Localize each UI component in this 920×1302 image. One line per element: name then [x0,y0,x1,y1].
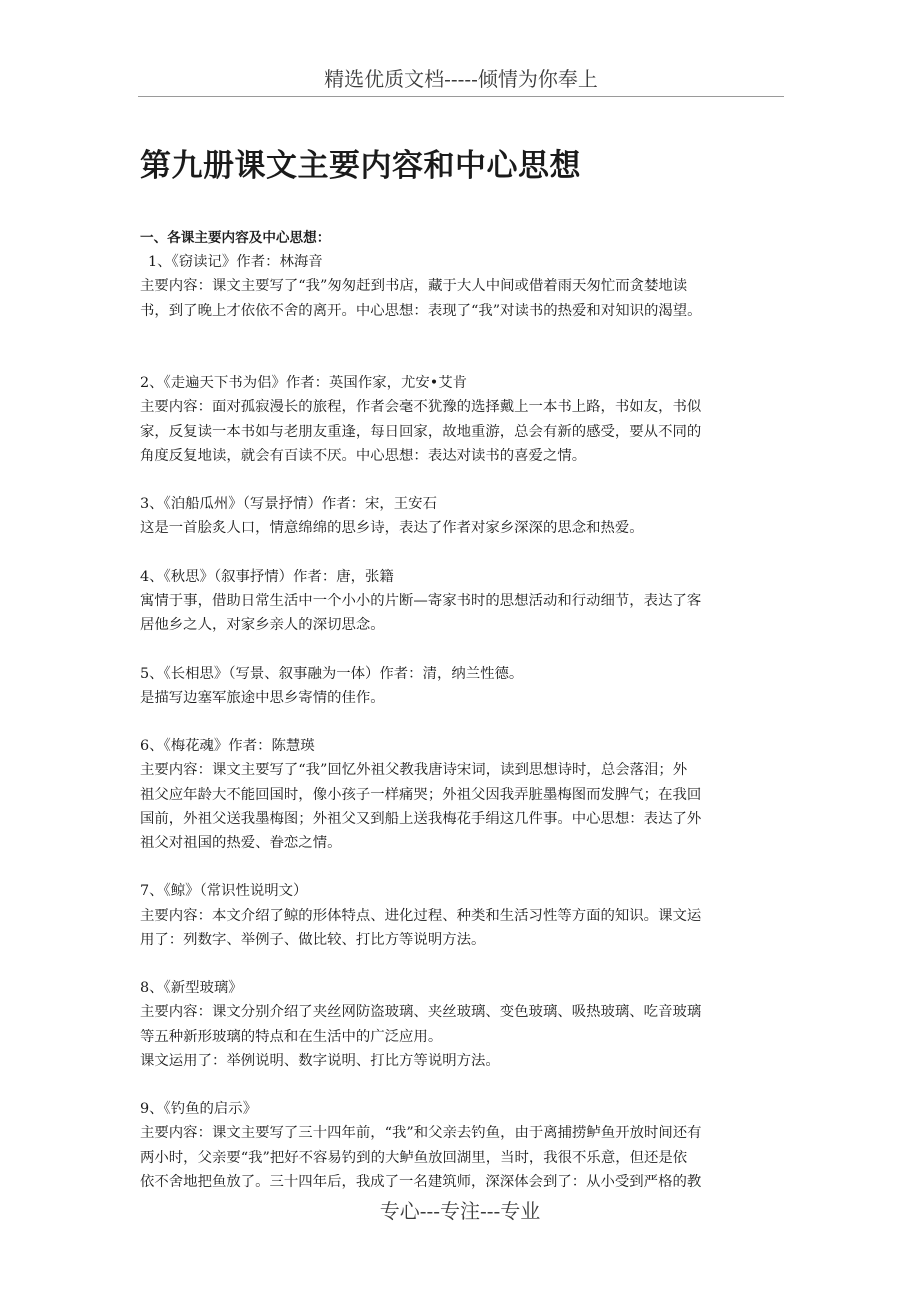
lesson-text-line: 角度反复地读，就会有百读不厌。中心思想：表达对读书的喜爱之情。 [140,447,587,464]
lesson-text-line: 主要内容：本文介绍了鲸的形体特点、进化过程、种类和生活习性等方面的知识。课文运 [140,907,702,924]
lesson-6 [140,734,785,855]
lesson-text-line: 等五种新形玻璃的特点和在生活中的广泛应用。 [140,1028,443,1045]
lesson-text-line: 两小时，父亲要“我”把好不容易钓到的大鲈鱼放回湖里，当时，我很不乐意，但还是依 [140,1149,688,1166]
lesson-text-line: 主要内容：课文主要写了三十四年前，“我”和父亲去钓鱼，由于离捕捞鲈鱼开放时间还有 [140,1125,702,1142]
lesson-1 [140,250,785,323]
lesson-3 [140,492,785,540]
lesson-2 [140,371,785,468]
section-heading: 一、各课主要内容及中心思想： [140,230,331,246]
lesson-5 [140,662,785,710]
lesson-8 [140,976,785,1073]
lesson-heading: 5、《长相思》（写景、叙事融为一体）作者：清，纳兰性德。 [140,665,524,682]
document-title: 第九册课文主要内容和中心思想 [140,148,581,184]
lesson-text-line: 主要内容：课文主要写了“我”回忆外祖父教我唐诗宋词，读到思想诗时，总会落泪；外 [140,762,688,779]
lesson-text-line: 课文运用了：举例说明、数字说明、打比方等说明方法。 [140,1052,500,1069]
lesson-heading: 7、《鲸》（常识性说明文） [140,883,308,900]
lesson-heading: 9、《钓鱼的启示》 [140,1101,258,1118]
page-footer: 专心---专注---专业 [379,1199,541,1223]
lesson-4 [140,565,785,638]
page-header: 精选优质文档-----倾情为你奉上 [138,62,784,97]
lesson-heading: 6、《梅花魂》作者：陈慧瑛 [140,738,315,755]
lesson-7 [140,879,785,952]
lesson-heading: 8、《新型玻璃》 [140,980,243,997]
lesson-text-line: 主要内容：课文分别介绍了夹丝网防盗玻璃、夹丝玻璃、变色玻璃、吸热玻璃、吃音玻璃 [140,1004,702,1021]
lesson-text-line: 祖父对祖国的热爱、眷恋之情。 [140,835,342,851]
lesson-text-line: 用了：列数字、举例子、做比较、打比方等说明方法。 [140,931,486,948]
lesson-text-line: 祖父应年龄大不能回国时，像小孩子一样痛哭；外祖父因我弄脏墨梅图而发脾气；在我回 [140,786,702,803]
lesson-text-line: 居他乡之人，对家乡亲人的深切思念。 [140,617,385,634]
lesson-text-line: 寓情于事，借助日常生活中一个小小的片断—寄家书时的思想活动和行动细节，表达了客 [140,593,702,609]
lesson-heading: 3、《泊船瓜州》（写景抒情）作者：宋，王安石 [140,496,437,513]
lesson-text-line: 这是一首脍炙人口，情意绵绵的思乡诗，表达了作者对家乡深深的思念和热爱。 [140,520,644,537]
lesson-text-line: 主要内容：面对孤寂漫长的旅程，作者会毫不犹豫的选择戴上一本书上路，书如友，书似 [140,399,702,416]
document-body [140,226,785,1218]
lesson-text-line: 家，反复读一本书如与老朋友重逢，每日回家，故地重游，总会有新的感受，要从不同的 [140,423,702,440]
lesson-text-line: 是描写边塞军旅途中思乡寄情的佳作。 [140,689,385,706]
lesson-9 [140,1097,785,1194]
lesson-text-line: 主要内容：课文主要写了“我”匆匆赶到书店，藏于大人中间或借着雨天匆忙而贪婪地读 [140,278,688,295]
lesson-heading: 1、《窃读记》作者：林海音 [148,254,323,271]
lesson-text-line: 书，到了晚上才依依不舍的离开。中心思想：表现了“我”对读书的热爱和对知识的渴望。 [140,302,702,319]
lesson-text-line: 国前，外祖父送我墨梅图；外祖父又到船上送我梅花手绢这几件事。中心思想：表达了外 [140,810,702,827]
lesson-heading: 4、《秋思》（叙事抒情）作者：唐，张籍 [140,568,394,585]
lesson-text-line: 依不舍地把鱼放了。三十四年后，我成了一名建筑师，深深体会到了：从小受到严格的教 [140,1173,702,1190]
lesson-heading: 2、《走遍天下书为侣》作者：英国作家，尤安•艾肯 [140,375,468,392]
